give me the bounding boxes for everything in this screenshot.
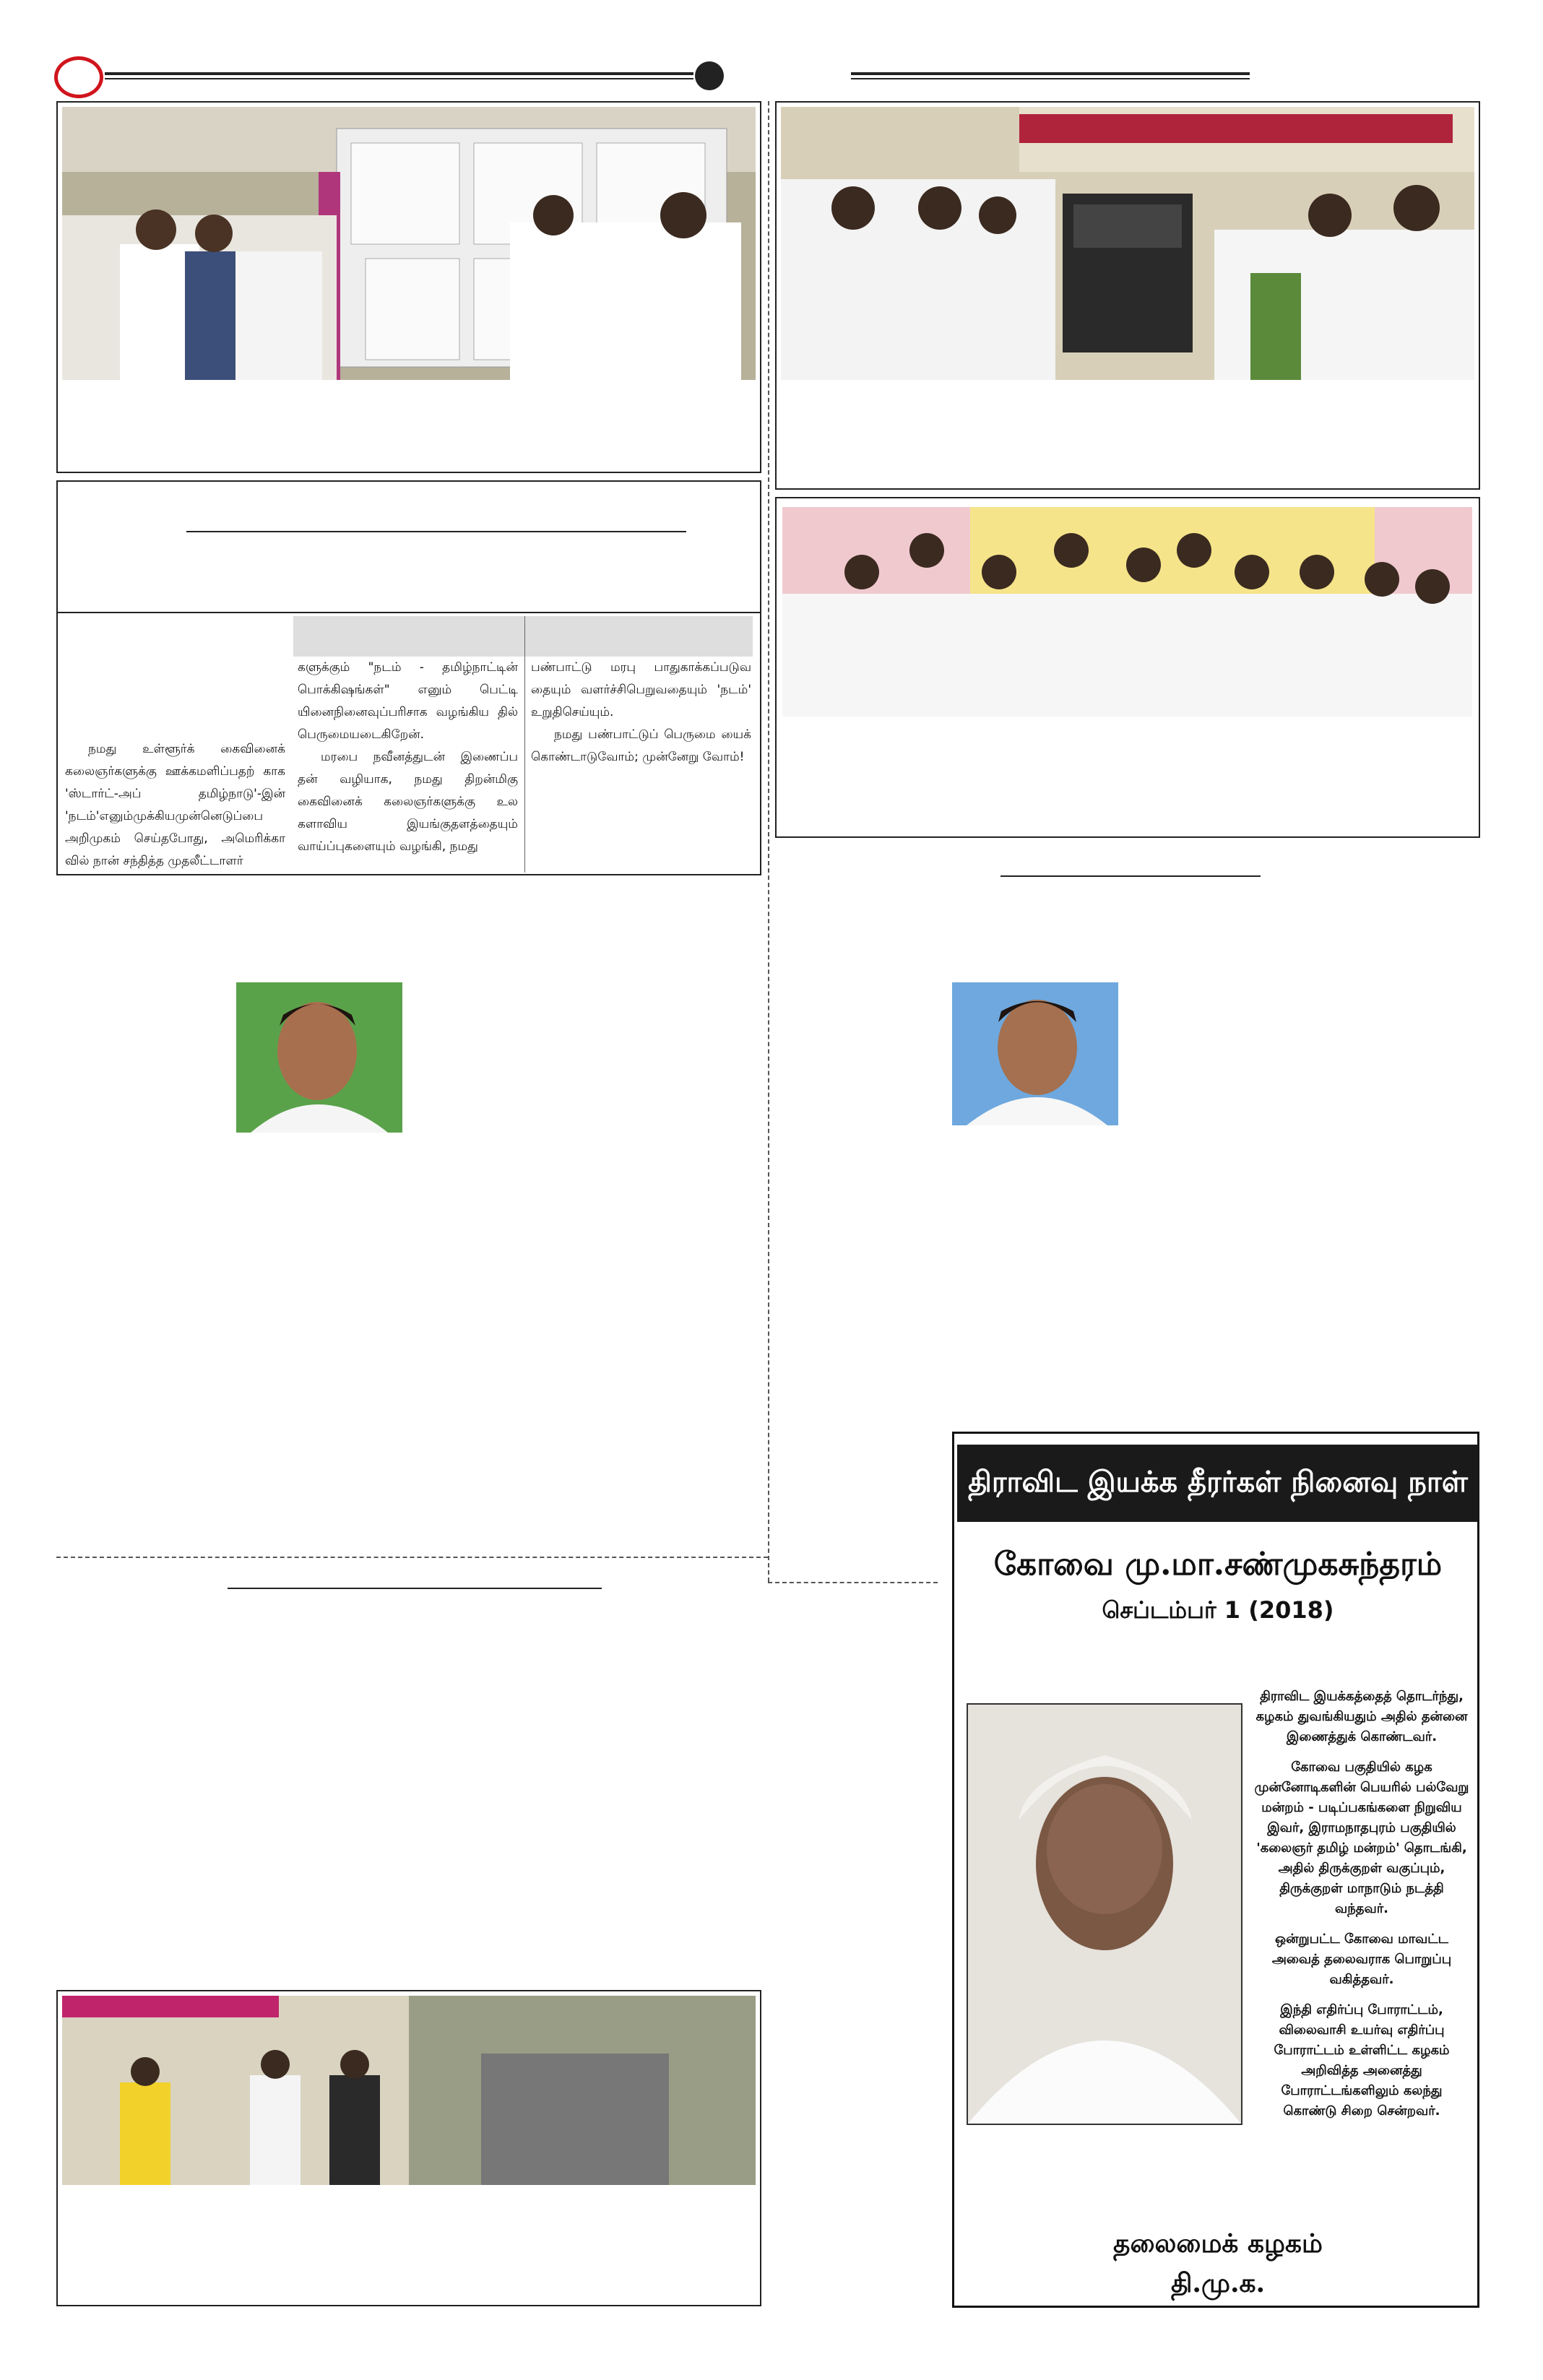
- photo-story-2: [775, 101, 1480, 490]
- article-box: [56, 480, 761, 875]
- photo-story-1: [56, 101, 761, 473]
- headline-rule: [186, 531, 686, 532]
- column-divider: [768, 101, 769, 1582]
- masthead-rule: [105, 72, 693, 75]
- article-separator: [58, 612, 760, 613]
- article-column-1: [65, 738, 285, 873]
- group-event-photo: [782, 507, 1472, 717]
- column-header-shade: [293, 616, 753, 657]
- section-divider: [56, 1557, 768, 1558]
- article-col2-text: களுக்கும் "நடம் - தமிழ்நாட்டின் பொக்கிஷங்கள்" எனும் பெட்டி யினைநினைவுப்பரிசாக வழங்கிய தில் பெருமையடைகிறேன்.: [298, 660, 518, 742]
- article-column-2: [298, 657, 518, 858]
- headline-rule-lower-left: [228, 1588, 602, 1589]
- masthead-rule-thin: [105, 78, 693, 79]
- photo-story-4: [56, 1990, 761, 2306]
- portrait-right: [952, 982, 1118, 1125]
- memorial-bio: [1253, 1687, 1470, 2132]
- memorial-portrait: [967, 1703, 1242, 2125]
- photo-story-3: [775, 497, 1480, 838]
- article-col3-text: பண்பாட்டு மரபு பாதுகாக்கப்படுவ தையும் வளர்ச்சிபெறுவதையும் 'நடம்' உறுதிசெய்யும்.: [531, 660, 751, 719]
- masthead-rule-right-thin: [851, 78, 1250, 79]
- portrait-left: [236, 982, 402, 1133]
- article-col2b-text: மரபை நவீனத்துடன் இணைப்ப தன் வழியாக, நமது திறன்மிகு கைவினைக் கலைஞர்களுக்கு உல களாவிய இயங்குதளத்தையும் வாய்ப்புகளையும் வழங்கி, நமது: [298, 750, 518, 854]
- headline-rule-right: [1000, 875, 1261, 877]
- article-col3b-text: நமது பண்பாட்டுப் பெருமை யைக் கொண்டாடுவோம்; முன்னேறு வோம்!: [531, 727, 751, 764]
- party-emblem-icon: [695, 61, 724, 90]
- site-inspection-photo: [62, 1996, 756, 2185]
- masthead-logo: [54, 56, 103, 98]
- inauguration-photo: [62, 107, 756, 380]
- memorial-footer-party: தி.மு.க.: [1170, 2268, 1266, 2298]
- memorial-name: கோவை மு.மா.சண்முகசுந்தரம்: [993, 1546, 1443, 1583]
- memorial-date: செப்டம்பர் 1 (2018): [1102, 1596, 1334, 1624]
- article-column-3: [531, 657, 751, 769]
- memorial-bio-para: திராவிட இயக்கத்தைத் தொடர்ந்து, கழகம் துவங்கியதும் அதில் தன்னை இணைத்துக் கொண்டவர்.: [1255, 1689, 1468, 1744]
- column-rule: [524, 616, 525, 873]
- masthead-rule-right: [851, 72, 1250, 75]
- plaque-unveiling-photo: [781, 107, 1474, 380]
- memorial-header: திராவிட இயக்க தீரர்கள் நினைவு நாள்: [957, 1445, 1479, 1522]
- memorial-bio-para: கோவை பகுதியில் கழக முன்னோடிகளின் பெயரில் பல்வேறு மன்றம் - படிப்பகங்களை நிறுவிய இவர், இராமநாதபுரம் பகுதியில் 'கலைஞர் தமிழ் மன்றம்' தொடங்கி, அதில் திருக்குறள் வகுப்பும், திருக்குறள் மாநாடும் நடத்தி வந்தவர்.: [1254, 1760, 1469, 1916]
- article-col1-text: நமது உள்ளூர்க் கைவினைக் கலைஞர்களுக்கு ஊக்கமளிப்பதற் காக 'ஸ்டார்ட்-அப் தமிழ்நாடு'-இன் 'நடம்'எனும்முக்கியமுன்னெடுப்பை அறிமுகம் செய்தபோது, அமெரிக்கா வில் நான் சந்தித்த முதலீட்டாளர்: [65, 742, 285, 868]
- section-divider-right: [768, 1582, 938, 1583]
- memorial-bio-para: ஒன்றுபட்ட கோவை மாவட்ட அவைத் தலைவராக பொறுப்பு வகித்தவர்.: [1271, 1931, 1452, 1987]
- memorial-footer-org: தலைமைக் கழகம்: [1113, 2228, 1323, 2259]
- memorial-bio-para: இந்தி எதிர்ப்பு போராட்டம், விலைவாசி உயர்வு எதிர்ப்பு போராட்டம் உள்ளிட்ட கழகம் அறிவித்த அனைத்து போராட்டங்களிலும் கலந்து கொண்டு சிறை சென்றவர்.: [1274, 2002, 1450, 2119]
